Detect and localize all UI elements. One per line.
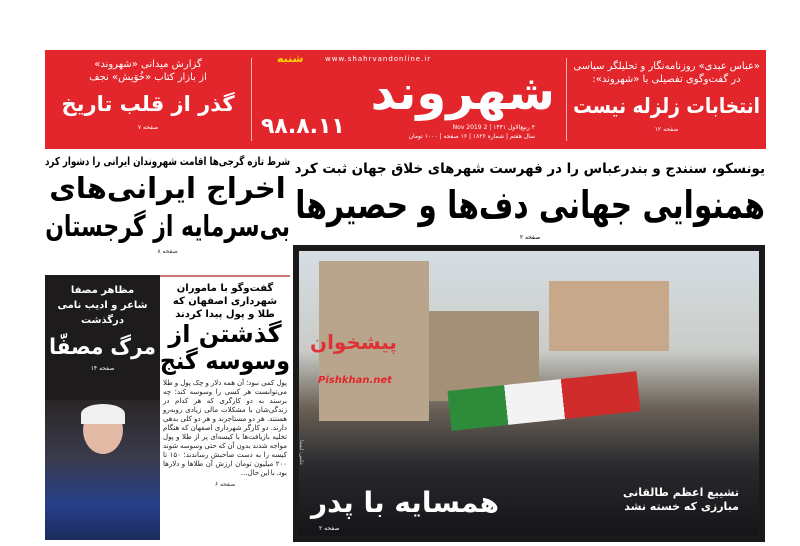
teaser-kicker: در گفت‌وگوی تفصیلی با «شهروند»: bbox=[592, 74, 741, 85]
newspaper-logo: شهروند bbox=[370, 65, 555, 121]
georgia-story[interactable] bbox=[45, 155, 290, 256]
obit-kicker: درگذشت bbox=[81, 315, 124, 326]
treasure-story[interactable] bbox=[160, 275, 290, 489]
website-url: www.shahrvandonline.ir bbox=[325, 55, 432, 63]
main-headline[interactable]: همنوایی جهانی دف‌ها و حصیرها bbox=[295, 183, 765, 227]
page-ref: صفحه ۲ bbox=[319, 525, 340, 532]
obituary-box[interactable] bbox=[45, 275, 160, 540]
photo-kicker-line: تشییع اعظم طالقانی bbox=[622, 486, 739, 499]
story-kicker: گفت‌وگو با ماموران شهرداری اصفهان که طلا و پول پیدا کردند bbox=[172, 283, 278, 320]
page-ref: صفحه ۸ bbox=[157, 248, 178, 255]
story-headline: گذشتن از bbox=[168, 320, 282, 348]
teaser-headline: انتخابات زلزله نیست bbox=[573, 94, 760, 118]
page-ref: صفحه ۱۲ bbox=[654, 126, 679, 133]
teaser-headline: گذر از قلب تاریخ bbox=[61, 92, 235, 116]
issue-info bbox=[409, 123, 535, 141]
portrait-photo bbox=[45, 400, 160, 540]
page-ref: صفحه ۲ bbox=[519, 234, 541, 241]
main-kicker: یونسکو، سنندج و بندرعباس را در فهرست شهرهای خلاق جهان ثبت کرد bbox=[294, 161, 765, 177]
obit-kicker: شاعر و ادیب نامی bbox=[57, 300, 148, 311]
story-headline: اخراج ایرانی‌های bbox=[49, 171, 286, 205]
main-photo[interactable] bbox=[293, 245, 765, 542]
photo-credit: عکس: ایسنا bbox=[298, 440, 304, 466]
funeral-photo bbox=[299, 251, 759, 536]
story-headline: وسوسه گنج bbox=[159, 347, 290, 375]
issue-info-line: ۴ ربیع‌الاول ۱۴۴۱ | 2 Nov 2019 bbox=[452, 124, 535, 131]
teaser-right[interactable] bbox=[567, 50, 766, 149]
obit-kicker: مظاهر مصفا bbox=[70, 285, 135, 296]
page-ref: صفحه ۶ bbox=[214, 481, 236, 488]
teaser-left[interactable] bbox=[45, 50, 251, 149]
story-headline: بی‌سرمایه از گرجستان bbox=[45, 209, 290, 243]
divider bbox=[251, 58, 252, 141]
watermark-logo: پیشخوان bbox=[310, 330, 397, 354]
building bbox=[549, 281, 669, 351]
teaser-kicker: گزارش میدانی «شهروند» bbox=[94, 59, 202, 70]
teaser-kicker: «عباس عبدی» روزنامه‌نگار و تحلیلگر سیاسی bbox=[573, 61, 760, 72]
story-body: پول کمی نبود؛ آن همه دلار و چک پول و طلا می‌توانست هر کسی را وسوسه کند؛ چه برسند به دو کارگری که هر کدام در زندگی‌شان با مشکلات مالی زیادی روبه‌رو هستند. هر دو مستاجرند و هر دو کلی بدهی دارند. دو کارگر شهرداری اصفهان که هنگام تخلیه بازیافت‌ها با کیسه‌ای پر از طلا و پول مواجه شدند بدون آن که حتی وسوسه شوند کیسه را به دست صاحبش رساندند؛ ۱۵۰ تا ۲۰۰ میلیون تومان ارزش آن طلاها و دلارها بود. با این حال... bbox=[163, 379, 287, 477]
photo-kicker bbox=[623, 486, 739, 514]
watermark-url: Pishkhan.net bbox=[318, 375, 392, 386]
weekday: شنبه bbox=[277, 52, 304, 65]
portrait-hair bbox=[81, 404, 125, 424]
page-ref: صفحه ۱۴ bbox=[90, 365, 115, 372]
story-kicker: شرط تازه گرجی‌ها اقامت شهروندان ایرانی را دشوار کرد bbox=[44, 155, 291, 168]
masthead bbox=[255, 50, 565, 149]
page-ref: صفحه ۷ bbox=[137, 124, 159, 131]
photo-kicker-line: مبارزی که خسته نشد bbox=[624, 500, 739, 513]
issue-date: ۹۸.۸.۱۱ bbox=[261, 114, 345, 139]
masthead-band bbox=[45, 50, 766, 149]
photo-headline: همسایه با پدر bbox=[311, 486, 500, 519]
teaser-kicker: از بازار کتاب «خُوَیش» نجف bbox=[89, 72, 207, 83]
issue-info-line: سال هفتم | شماره ۱۸۲۶ | ۱۶ صفحه | ۱۰۰۰ تومان bbox=[408, 133, 535, 140]
obit-headline: مرگ مصفّا bbox=[49, 335, 156, 360]
